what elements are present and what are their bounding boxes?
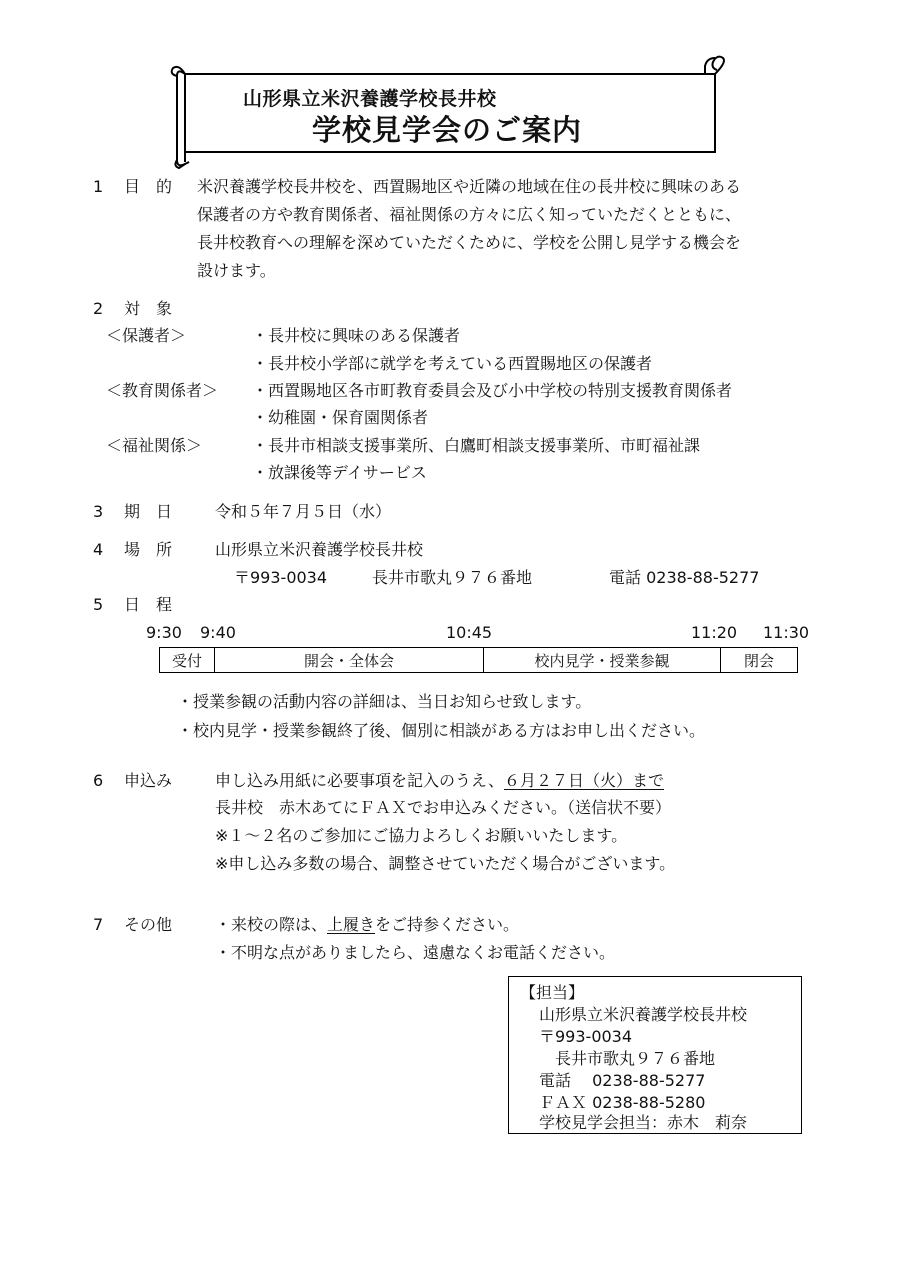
venue-tel: 電話 0238-88-5277 [609,568,760,587]
other-text: ・来校の際は、 [215,915,328,934]
target-item: ・西置賜地区各市町教育委員会及び小中学校の特別支援教育関係者 [252,381,733,400]
other-line [215,915,519,935]
section-4-number: 4 [93,540,104,559]
section-2-label: 対 象 [124,299,173,318]
schedule-block: 受付 [160,648,215,673]
contact-line: ＦＡＸ 0238-88-5280 [539,1093,706,1112]
target-item: ・放課後等デイサービス [252,463,427,482]
section-3-number: 3 [93,502,104,521]
target-group-label: ＜福祉関係＞ [106,436,203,455]
schedule-note: ・校内見学・授業参観終了後、個別に相談がある方はお申し出ください。 [177,721,706,740]
schedule-table [159,647,798,673]
contact-line: 電話 0238-88-5277 [539,1071,706,1090]
application-text: 申し込み用紙に必要事項を記入のうえ、 [215,771,504,790]
venue-address: 長井市歌丸９７６番地 [372,568,533,587]
target-item: ・長井校に興味のある保護者 [252,326,461,345]
schedule-block: 開会・全体会 [215,648,484,673]
section-7-label: その他 [124,915,173,934]
section-2-number: 2 [93,299,104,318]
contact-line: 〒993-0034 [539,1027,633,1046]
section-3-label: 期 日 [124,502,173,521]
schedule-time: 11:20 [691,623,738,642]
purpose-line: 保護者の方や教育関係者、福祉関係の方々に広く知っていただくとともに、 [197,205,742,224]
section-7-number: 7 [93,915,104,934]
section-1-number: 1 [93,177,104,196]
target-item: ・長井市相談支援事業所、白鷹町相談支援事業所、市町福祉課 [252,436,701,455]
schedule-time: 10:45 [446,623,493,642]
schedule-time: 9:30 [146,623,182,642]
section-5-number: 5 [93,595,104,614]
application-line: 長井校 赤木あてにＦＡＸでお申込みください。（送信状不要） [215,798,672,817]
contact-line: 学校見学会担当：赤木 莉奈 [539,1113,748,1132]
section-1-label: 目 的 [124,177,173,196]
target-item: ・幼稚園・保育園関係者 [252,408,429,427]
section-6-number: 6 [93,771,104,790]
indoor-shoes-text: 上履き [327,915,376,934]
target-item: ・長井校小学部に就学を考えている西置賜地区の保護者 [252,354,653,373]
school-name: 山形県立米沢養護学校長井校 [243,88,497,110]
event-date: 令和５年７月５日（水） [215,502,392,521]
contact-line: 長井市歌丸９７６番地 [539,1049,716,1068]
schedule-row [160,648,798,673]
application-line [215,771,664,791]
application-deadline: ６月２７日（火）まで [503,771,664,790]
section-4-label: 場 所 [124,540,173,559]
application-line: ※申し込み多数の場合、調整させていただく場合がございます。 [215,854,676,873]
schedule-time: 9:40 [200,623,236,642]
other-text: をご持参ください。 [375,915,520,934]
purpose-line: 設けます。 [197,261,276,280]
purpose-line: 長井校教育への理解を深めていただくために、学校を公開し見学する機会を [197,233,742,252]
venue-postal: 〒993-0034 [234,568,328,587]
schedule-time: 11:30 [763,623,810,642]
target-group-label: ＜教育関係者＞ [106,381,219,400]
purpose-line: 米沢養護学校長井校を、西置賜地区や近隣の地域在住の長井校に興味のある [197,177,742,196]
section-6-label: 申込み [124,771,173,790]
section-5-label: 日 程 [124,595,173,614]
target-group-label: ＜保護者＞ [106,326,187,345]
application-line: ※１～２名のご参加にご協力よろしくお願いいたします。 [215,826,628,845]
page-title: 学校見学会のご案内 [312,113,583,147]
schedule-block: 校内見学・授業参観 [484,648,721,673]
schedule-block: 閉会 [721,648,798,673]
contact-heading: 【担当】 [520,983,585,1002]
schedule-note: ・授業参観の活動内容の詳細は、当日お知らせ致します。 [177,692,592,711]
contact-line: 山形県立米沢養護学校長井校 [539,1005,748,1024]
venue-name: 山形県立米沢養護学校長井校 [215,540,424,559]
other-line: ・不明な点がありましたら、遠慮なくお電話ください。 [215,943,616,962]
